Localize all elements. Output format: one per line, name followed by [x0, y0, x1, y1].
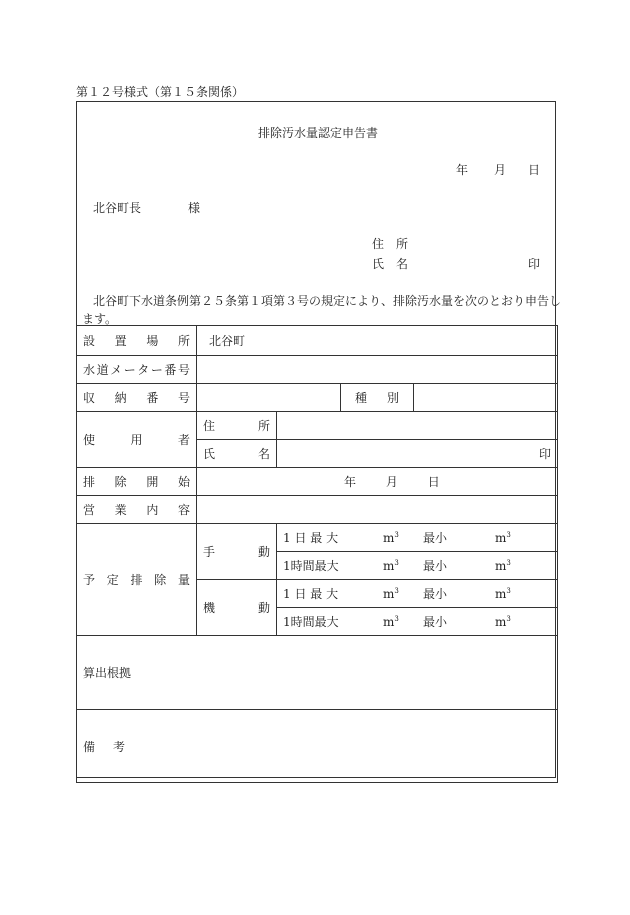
- manual-hourly-max-label: 1時間最大: [283, 559, 339, 573]
- start-day-label: 日: [427, 475, 440, 489]
- machine-hourly-max-unit-exp: 3: [394, 615, 399, 623]
- calc-basis-cell[interactable]: [77, 636, 558, 710]
- manual-hourly-min-unit: m: [495, 559, 507, 573]
- meter-value-cell[interactable]: [197, 356, 558, 384]
- storage-value-cell[interactable]: [197, 384, 341, 412]
- business-label-cell: [77, 496, 197, 524]
- remarks-cell[interactable]: [77, 710, 558, 783]
- row-start: [77, 468, 558, 496]
- row-calc-basis: [77, 636, 558, 710]
- applicant-seal-mark: 印: [528, 257, 541, 271]
- manual-daily-max-label: 1 日 最 大: [283, 531, 339, 545]
- manual-daily-min-label: 最小: [423, 531, 448, 545]
- machine-label: 機 動: [203, 601, 270, 615]
- manual-hourly-max-unit-exp: 3: [394, 559, 399, 567]
- manual-hourly-max-unit: m: [383, 559, 395, 573]
- row-business: [77, 496, 558, 524]
- calc-basis-label: 算出根拠: [83, 666, 132, 680]
- manual-hourly-cell[interactable]: [277, 552, 558, 580]
- manual-label-cell: [197, 524, 277, 580]
- type-label-cell: [341, 384, 414, 412]
- type-value-cell[interactable]: [414, 384, 558, 412]
- row-meter: [77, 356, 558, 384]
- form-number: 第１２号様式（第１５条関係）: [76, 85, 245, 99]
- start-label: 排 除 開 始: [83, 475, 190, 489]
- row-remarks: [77, 710, 558, 783]
- machine-daily-max-unit: m: [383, 587, 395, 601]
- user-name-label: 氏 名: [203, 447, 270, 461]
- date-day-label: 日: [528, 163, 541, 177]
- machine-daily-max-label: 1 日 最 大: [283, 587, 339, 601]
- addressee-honorific: 様: [188, 201, 201, 215]
- manual-daily-min-unit-exp: 3: [506, 531, 511, 539]
- row-location: [77, 326, 558, 356]
- addressee-name: 北谷町長: [93, 201, 142, 215]
- remarks-label: 備 考: [83, 739, 125, 754]
- applicant-name-label: 氏 名: [372, 257, 409, 271]
- form-title: 排除汚水量認定申告書: [258, 126, 379, 140]
- user-label-cell: [77, 412, 197, 468]
- type-label: 種 別: [355, 391, 399, 405]
- manual-hourly-min-unit-exp: 3: [506, 559, 511, 567]
- machine-label-cell: [197, 580, 277, 636]
- manual-daily-max-unit-exp: 3: [394, 531, 399, 539]
- user-label: 使 用 者: [83, 433, 190, 447]
- user-address-label-cell: [197, 412, 277, 440]
- machine-daily-min-unit-exp: 3: [506, 587, 511, 595]
- body-text-line2: ます。: [82, 312, 118, 326]
- date-month-label: 月: [494, 163, 507, 177]
- machine-daily-max-unit-exp: 3: [394, 587, 399, 595]
- machine-hourly-min-unit: m: [495, 615, 507, 629]
- user-address-value-cell[interactable]: [277, 412, 558, 440]
- user-seal-mark: 印: [539, 447, 552, 461]
- location-label: 設 置 場 所: [83, 334, 190, 348]
- manual-daily-min-unit: m: [495, 531, 507, 545]
- user-address-label: 住 所: [203, 419, 270, 433]
- row-storage: [77, 384, 558, 412]
- row-manual-daily: [77, 524, 558, 552]
- storage-label-cell: [77, 384, 197, 412]
- date-year-label: 年: [456, 163, 469, 177]
- declaration-table: [76, 325, 558, 783]
- machine-hourly-max-label: 1時間最大: [283, 615, 339, 629]
- user-name-label-cell: [197, 440, 277, 468]
- planned-label: 予 定 排 除 量: [83, 573, 190, 587]
- machine-hourly-min-label: 最小: [423, 615, 448, 629]
- business-value-cell[interactable]: [197, 496, 558, 524]
- meter-label-cell: [77, 356, 197, 384]
- start-value-cell[interactable]: [197, 468, 558, 496]
- start-month-label: 月: [385, 475, 398, 489]
- machine-daily-min-unit: m: [495, 587, 507, 601]
- location-value-cell[interactable]: [197, 326, 558, 356]
- start-year-label: 年: [344, 475, 357, 489]
- meter-label: 水 道 メ ー タ ー 番 号: [83, 363, 190, 377]
- body-text-line1: 北谷町下水道条例第２５条第１項第３号の規定により、排除汚水量を次のとおり申告し: [93, 294, 562, 308]
- manual-daily-max-unit: m: [383, 531, 395, 545]
- planned-label-cell: [77, 524, 197, 636]
- manual-hourly-min-label: 最小: [423, 559, 448, 573]
- location-label-cell: [77, 326, 197, 356]
- applicant-address-label: 住 所: [372, 237, 409, 251]
- start-label-cell: [77, 468, 197, 496]
- machine-hourly-max-unit: m: [383, 615, 395, 629]
- row-user-address: [77, 412, 558, 440]
- machine-hourly-cell[interactable]: [277, 608, 558, 636]
- manual-label: 手 動: [203, 545, 270, 559]
- storage-label: 収 納 番 号: [83, 391, 190, 405]
- machine-daily-min-label: 最小: [423, 587, 448, 601]
- location-value: 北谷町: [209, 334, 246, 348]
- manual-daily-cell[interactable]: [277, 524, 558, 552]
- business-label: 営 業 内 容: [83, 503, 190, 517]
- machine-daily-cell[interactable]: [277, 580, 558, 608]
- machine-hourly-min-unit-exp: 3: [506, 615, 511, 623]
- user-name-value-cell[interactable]: [277, 440, 558, 468]
